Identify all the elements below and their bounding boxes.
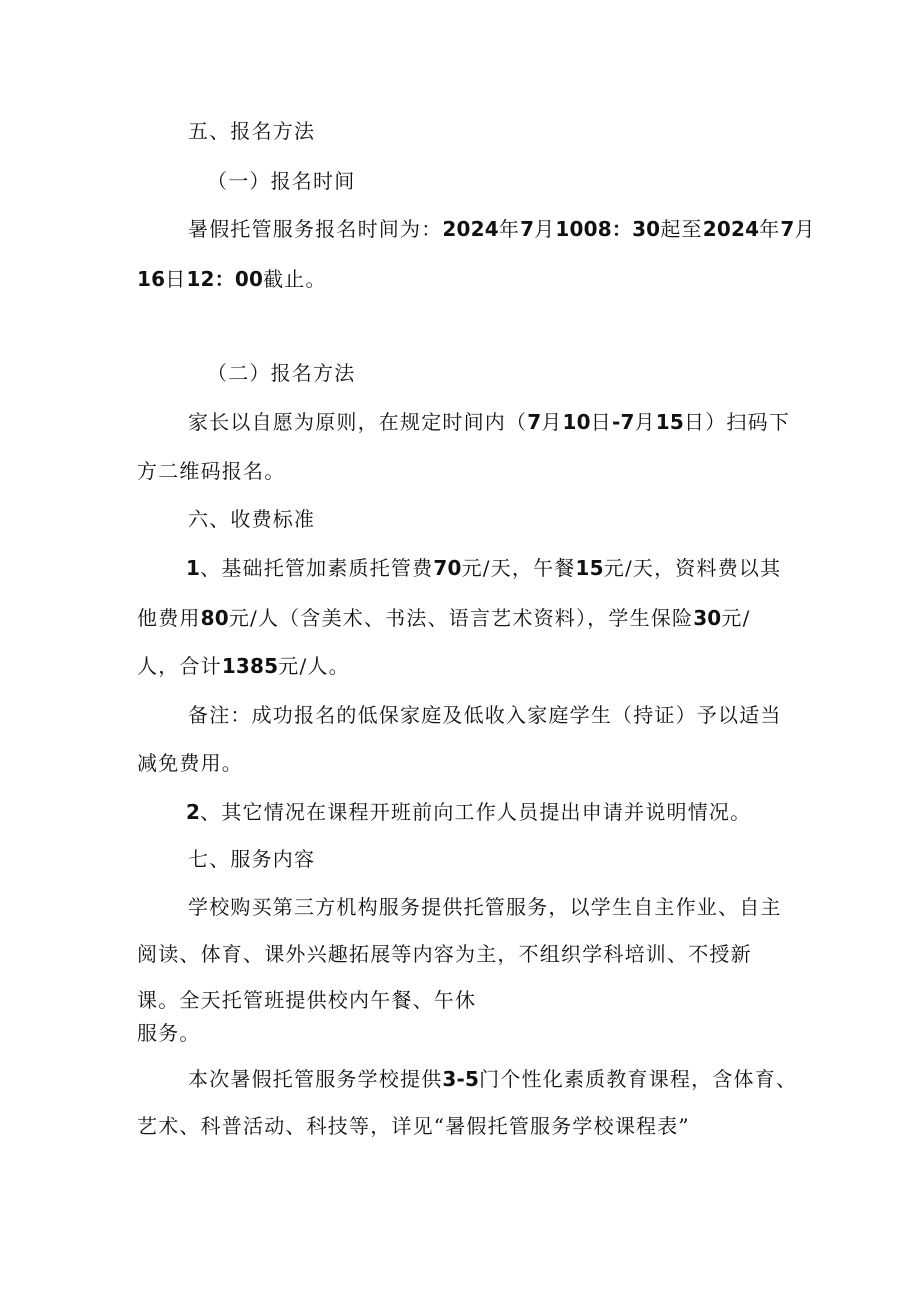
section6-heading: 六、收费标准: [188, 507, 316, 531]
fee-note-line1: 备注：成功报名的低保家庭及低收入家庭学生（持证）予以适当: [188, 703, 782, 727]
sub2-heading: （二）报名方法: [207, 361, 356, 385]
service-para1-line4: 服务。: [137, 1021, 201, 1045]
fee-note-line2: 减免费用。: [137, 751, 243, 775]
service-para1-line3: 课。全天托管班提供校内午餐、午休: [137, 988, 477, 1012]
fee-item1-line1: 1、基础托管加素质托管费70元/天，午餐15元/天，资料费以其: [186, 556, 782, 580]
registration-time-line1: 暑假托管服务报名时间为：2024年7月1008：30起至2024年7月: [188, 217, 816, 241]
fee-item2-line1: 2、其它情况在课程开班前向工作人员提出申请并说明情况。: [186, 800, 752, 824]
fee-item1-line2: 他费用80元/人（含美术、书法、语言艺术资料），学生保险30元/: [137, 606, 751, 630]
registration-time-line2: 16日12：00截止。: [137, 267, 327, 291]
section7-heading: 七、服务内容: [188, 847, 316, 871]
registration-method-line2: 方二维码报名。: [137, 459, 286, 483]
fee-item1-line3: 人，合计1385元/人。: [137, 654, 350, 678]
service-para2-line2: 艺术、科普活动、科技等，详见“暑假托管服务学校课程表”: [137, 1114, 690, 1138]
registration-method-line1: 家长以自愿为原则，在规定时间内（7月10日-7月15日）扫码下: [188, 410, 791, 434]
service-para1-line1: 学校购买第三方机构服务提供托管服务，以学生自主作业、自主: [188, 895, 782, 919]
section5-heading: 五、报名方法: [188, 119, 316, 143]
service-para2-line1: 本次暑假托管服务学校提供3-5门个性化素质教育课程，含体育、: [188, 1067, 798, 1091]
service-para1-line2: 阅读、体育、课外兴趣拓展等内容为主，不组织学科培训、不授新: [137, 942, 752, 966]
sub1-heading: （一）报名时间: [207, 169, 356, 193]
